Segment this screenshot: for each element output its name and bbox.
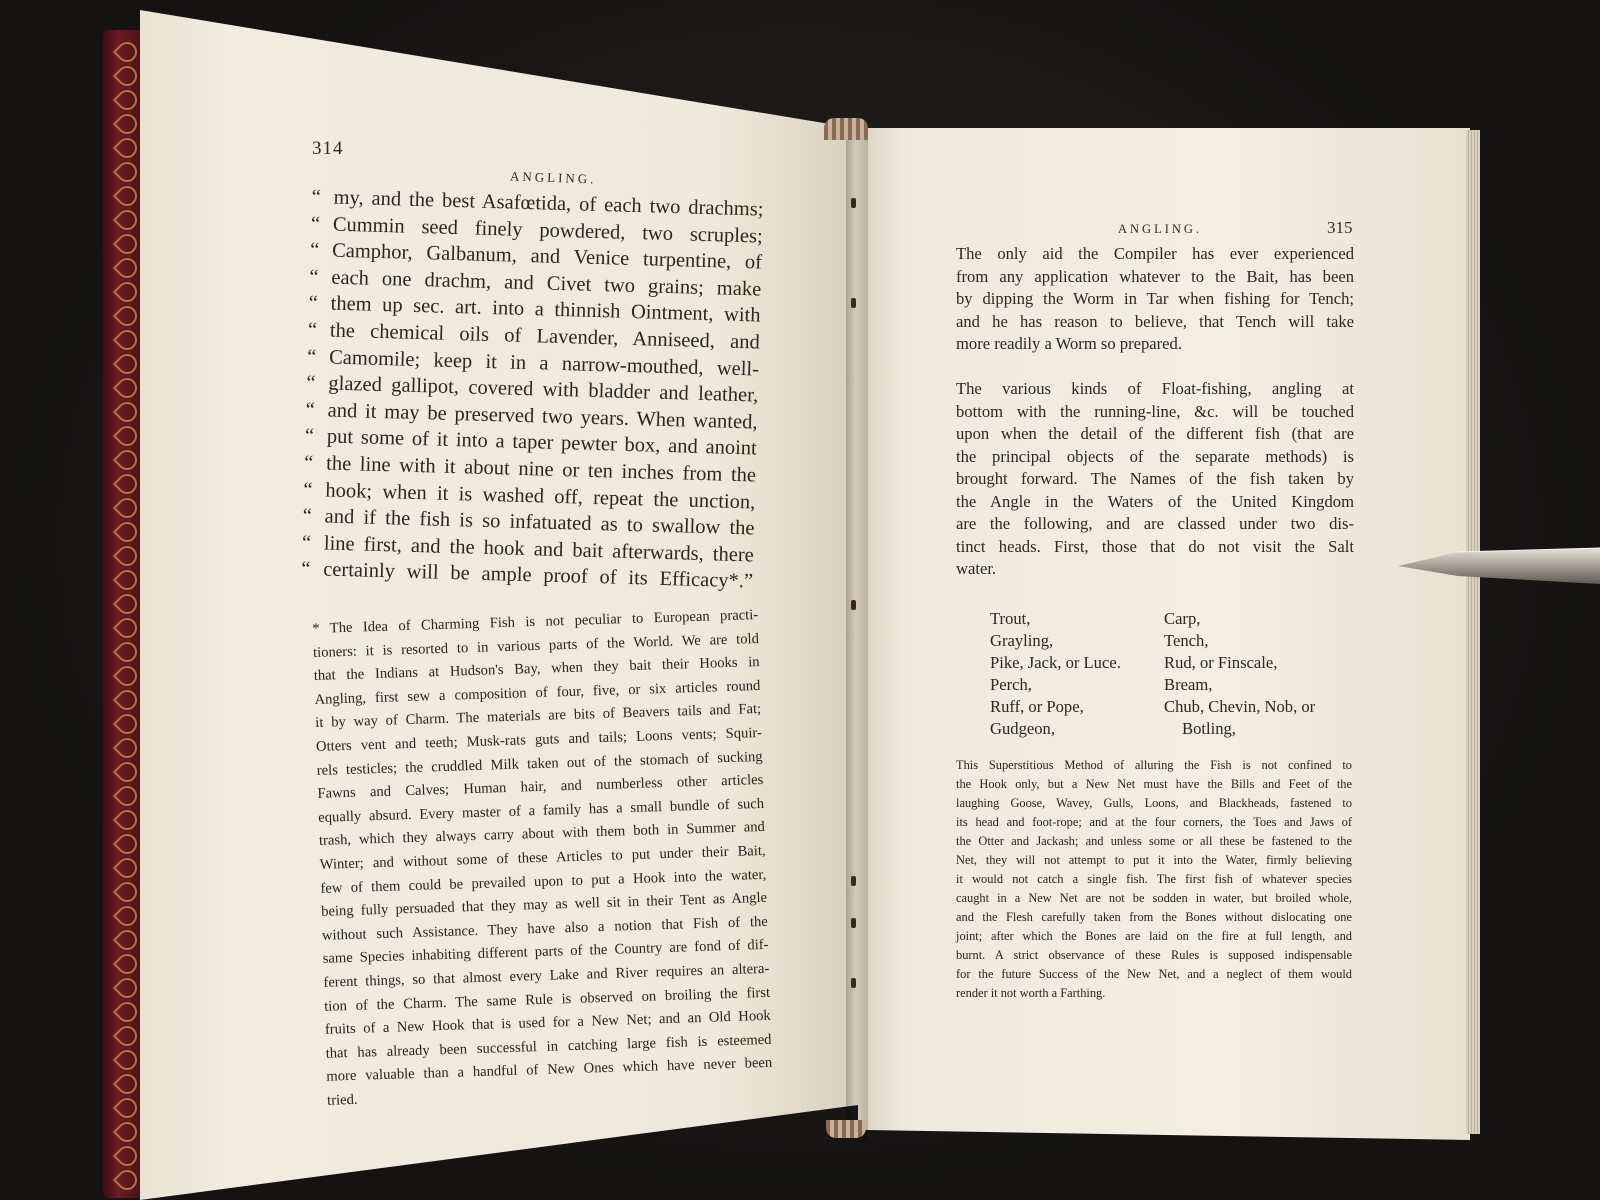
fish-name-right: Chub, Chevin, Nob, or bbox=[1164, 697, 1316, 717]
text-line: it by way of Charm. The materials are bits of Beavers tails and Fat; bbox=[315, 701, 762, 732]
gilt-ornament bbox=[113, 302, 141, 330]
quote-mark: “ bbox=[307, 318, 318, 342]
line-text: Camomile; keep it in a narrow-mouthed, well- bbox=[328, 346, 760, 381]
text-line: joint; after which the Bones are laid on the fire at full length, and bbox=[956, 929, 1352, 943]
gilt-ornament bbox=[113, 854, 141, 882]
running-head-right: ANGLING. bbox=[1118, 222, 1203, 236]
gilt-ornament bbox=[113, 662, 141, 690]
text-line: and the Flesh carefully taken from the Bones without dislocating one bbox=[956, 910, 1352, 924]
line-text: them up sec. art. into a thinnish Ointment, with bbox=[330, 292, 761, 327]
line-text: certainly will be ample proof of its Efficacy*.” bbox=[322, 558, 754, 593]
line-text: Cummin seed finely powdered, two scruples; bbox=[332, 213, 764, 248]
text-line: for the future Success of the New Net, and a neglect of them would bbox=[956, 967, 1352, 981]
page-edges bbox=[1466, 130, 1480, 1134]
gilt-ornament bbox=[113, 1046, 141, 1074]
line-text: Camphor, Galbanum, and Venice turpentine, of bbox=[331, 239, 763, 274]
quote-mark: “ bbox=[301, 531, 312, 554]
text-line: caught in a New Net are not be sodden in water, but broiled whole, bbox=[956, 891, 1352, 905]
line-text: glazed gallipot, covered with bladder and leather, bbox=[328, 372, 759, 407]
gilt-ornament bbox=[113, 398, 141, 426]
text-line: Fawns and Calves; Human hair, and numberless other articles bbox=[317, 772, 764, 803]
text-line: it would not catch a single fish. The first fish of whatever species bbox=[956, 872, 1352, 886]
gilt-ornament bbox=[113, 1094, 141, 1122]
paragraph-compiler-aid bbox=[956, 243, 1354, 356]
binding-stitch bbox=[851, 600, 856, 610]
line-text: hook; when it is washed off, repeat the unction, bbox=[325, 479, 756, 514]
text-line: its head and foot-rope; and at the four corners, the Toes and Jaws of bbox=[956, 815, 1352, 829]
text-line: that has already been successful in catching large fish is esteemed bbox=[325, 1031, 772, 1062]
text-line: without such Assistance. They have also a notion that Fish of the bbox=[321, 913, 769, 944]
text-line: water. bbox=[956, 559, 997, 578]
line-text: the chemical oils of Lavender, Anniseed, and bbox=[329, 319, 761, 354]
gilt-ornament bbox=[113, 782, 141, 810]
gilt-ornament bbox=[113, 134, 141, 162]
page-number-right: 315 bbox=[1327, 218, 1353, 237]
gilt-ornament bbox=[113, 38, 141, 66]
text-line: tinct heads. First, those that do not visit the Salt bbox=[956, 536, 1354, 556]
fish-name-left: Perch, bbox=[990, 675, 1032, 695]
quote-mark: “ bbox=[300, 558, 311, 581]
quote-mark: “ bbox=[304, 425, 315, 448]
knife-blade-pointer bbox=[1398, 546, 1600, 586]
text-line: tioners: it is resorted to in various parts of the World. We are told bbox=[312, 630, 760, 661]
text-line: render it not worth a Farthing. bbox=[956, 986, 1106, 1000]
gilt-ornament bbox=[113, 494, 141, 522]
fish-name-left: Grayling, bbox=[990, 631, 1054, 651]
text-line: the Hook only, but a New Net must have the Bills and Feet of the bbox=[956, 777, 1352, 791]
line-text: and if the fish is so infatuated as to swallow the bbox=[324, 505, 755, 540]
text-line: tried. bbox=[326, 1091, 358, 1109]
gilt-ornament bbox=[113, 446, 141, 474]
text-line: upon when the detail of the different fish (that are bbox=[956, 424, 1354, 443]
text-line: the Angle in the Waters of the United Kingdom bbox=[956, 491, 1354, 511]
text-line: more readily a Worm so prepared. bbox=[956, 334, 1182, 353]
fish-row bbox=[990, 696, 1360, 718]
text-line: * The Idea of Charming Fish is not peculiar to European practi- bbox=[312, 606, 759, 637]
fish-name-left: Trout, bbox=[990, 609, 1031, 628]
gilt-ornament bbox=[113, 1166, 141, 1194]
binding-stitch bbox=[851, 298, 856, 308]
quote-mark: “ bbox=[306, 372, 316, 395]
headband-top bbox=[824, 118, 868, 140]
text-line: bottom with the running-line, &c. will be touched bbox=[956, 401, 1354, 421]
text-line: ferent things, so that almost every Lake and River requires an altera- bbox=[323, 960, 770, 991]
text-line: Angling, first sew a composition of four, five, or six articles round bbox=[314, 677, 761, 708]
gilt-ornament bbox=[113, 518, 141, 546]
text-line: laughing Goose, Wavey, Gulls, Loons, and Blackheads, fastened to bbox=[956, 796, 1352, 810]
book-gutter bbox=[846, 130, 868, 1140]
text-line: This Superstitious Method of alluring the Fish is not confined to bbox=[956, 758, 1352, 772]
fish-row bbox=[990, 718, 1360, 740]
line-text: my, and the best Asafœtida, of each two drachms; bbox=[333, 186, 764, 221]
text-line: The only aid the Compiler has ever experienced bbox=[956, 244, 1354, 263]
gilt-ornament bbox=[113, 326, 141, 354]
quote-mark: “ bbox=[309, 265, 319, 288]
gilt-ornament bbox=[113, 350, 141, 378]
gilt-ornament bbox=[113, 590, 141, 618]
running-head-left: ANGLING. bbox=[509, 168, 597, 187]
line-text: put some of it into a taper pewter box, and anoint bbox=[326, 425, 758, 460]
text-line: burnt. A strict observance of these Rules is supposed indispensable bbox=[956, 948, 1352, 962]
gilt-ornament bbox=[113, 734, 141, 762]
fish-name-left: Ruff, or Pope, bbox=[990, 697, 1084, 717]
text-line: the principal objects of the separate methods) is bbox=[956, 446, 1354, 466]
text-line: and he has reason to believe, that Tench will take bbox=[956, 311, 1354, 331]
fish-name-right: Carp, bbox=[1164, 609, 1201, 628]
binding-stitch bbox=[851, 876, 856, 886]
gilt-ornament bbox=[113, 1142, 141, 1170]
line-text: and it may be preserved two years. When wanted, bbox=[327, 399, 758, 434]
headband-bottom bbox=[826, 1120, 866, 1138]
text-line: Otters vent and teeth; Musk-rats guts and tails; Loons vents; Squir- bbox=[315, 724, 763, 755]
fish-name-right: Botling, bbox=[1182, 719, 1236, 739]
footnote-right bbox=[956, 756, 1352, 1003]
quote-mark: “ bbox=[306, 345, 317, 368]
gilt-ornament bbox=[113, 710, 141, 738]
gilt-ornament bbox=[113, 158, 141, 186]
gilt-ornament bbox=[113, 950, 141, 978]
quote-mark: “ bbox=[311, 185, 322, 209]
text-line: Winter; and without some of these Articles to put under their Bait, bbox=[319, 842, 766, 873]
gilt-ornament bbox=[113, 86, 141, 114]
text-line: equally absurd. Every master of a family has a small bundle of such bbox=[318, 795, 765, 826]
text-line: brought forward. The Names of the fish taken by bbox=[956, 469, 1354, 488]
fish-row bbox=[990, 674, 1360, 696]
fish-row bbox=[990, 608, 1360, 630]
fish-name-left: Gudgeon, bbox=[990, 719, 1055, 739]
quote-mark: “ bbox=[305, 398, 316, 421]
paragraph-float-fishing bbox=[956, 378, 1354, 581]
text-line: being fully persuaded that they may as well sit in their Tent as Angle bbox=[320, 889, 768, 920]
text-line: that the Indians at Hudson's Bay, when they bait their Hooks in bbox=[313, 654, 760, 685]
fish-name-right: Tench, bbox=[1164, 631, 1209, 651]
text-line: fruits of a New Hook that is used for a New Net; and an Old Hook bbox=[324, 1007, 771, 1038]
text-line: few of them could be prevailed upon to put a Hook into the water, bbox=[320, 866, 767, 897]
gilt-ornament bbox=[113, 878, 141, 906]
fish-name-right: Bream, bbox=[1164, 675, 1213, 695]
text-line: more valuable than a handful of New Ones which have never been bbox=[326, 1055, 773, 1086]
page-number-left: 314 bbox=[312, 138, 344, 159]
leather-cover-edge bbox=[103, 30, 141, 1198]
gilt-ornament bbox=[113, 638, 141, 666]
quote-mark: “ bbox=[303, 478, 313, 501]
line-text: the line with it about nine or ten inches from the bbox=[325, 452, 757, 487]
gilt-ornament bbox=[113, 206, 141, 234]
line-text: line first, and the hook and bait afterwards, there bbox=[323, 532, 755, 567]
text-line: Net, they will not attempt to put it into the Water, firmly believing bbox=[956, 853, 1352, 867]
quote-mark: “ bbox=[302, 504, 313, 528]
quote-mark: “ bbox=[308, 292, 319, 315]
binding-stitch bbox=[851, 198, 856, 208]
gilt-ornament bbox=[113, 62, 141, 90]
text-line: by dipping the Worm in Tar when fishing for Tench; bbox=[956, 289, 1354, 308]
text-line: trash, which they always carry about with them both in Summer and bbox=[318, 819, 766, 850]
gilt-ornament bbox=[113, 1022, 141, 1050]
text-line: the Otter and Jackash; and unless some or all these be fastened to the bbox=[956, 834, 1352, 848]
text-line: tion of the Charm. The same Rule is observed on broiling the first bbox=[323, 984, 771, 1015]
text-line: are the following, and are classed under two dis- bbox=[956, 514, 1354, 533]
gilt-ornament bbox=[113, 614, 141, 642]
binding-stitch bbox=[851, 978, 856, 988]
gilt-ornament bbox=[113, 566, 141, 594]
gilt-ornament bbox=[113, 230, 141, 258]
fish-name-left: Pike, Jack, or Luce. bbox=[990, 653, 1121, 673]
gilt-ornament bbox=[113, 902, 141, 930]
quote-mark: “ bbox=[303, 451, 314, 475]
gilt-ornament bbox=[113, 1070, 141, 1098]
gilt-ornament bbox=[113, 182, 141, 210]
text-line: The various kinds of Float-fishing, angling at bbox=[956, 379, 1354, 398]
fish-name-right: Rud, or Finscale, bbox=[1164, 653, 1278, 673]
gilt-ornament bbox=[113, 998, 141, 1026]
footnote-left bbox=[312, 604, 773, 1113]
gilt-ornament bbox=[113, 374, 141, 402]
fish-row bbox=[990, 652, 1360, 674]
gilt-ornament bbox=[113, 278, 141, 306]
gilt-ornament bbox=[113, 542, 141, 570]
gilt-ornament bbox=[113, 830, 141, 858]
text-line: from any application whatever to the Bait, has been bbox=[956, 266, 1354, 286]
fish-row bbox=[990, 630, 1360, 652]
binding-stitch bbox=[851, 918, 856, 928]
quoted-recipe-text bbox=[301, 184, 764, 595]
gilt-ornament bbox=[113, 806, 141, 834]
text-line: same Species inhabiting different parts of the Country are fond of dif- bbox=[322, 937, 769, 968]
gilt-ornament bbox=[113, 974, 141, 1002]
gilt-ornament bbox=[113, 254, 141, 282]
gilt-ornament bbox=[113, 422, 141, 450]
line-text: each one drachm, and Civet two grains; make bbox=[331, 266, 762, 301]
gilt-ornament bbox=[113, 926, 141, 954]
text-line: rels testicles; the cruddled Milk taken out of the stomach of sucking bbox=[316, 748, 763, 779]
gilt-ornament bbox=[113, 1118, 141, 1146]
quote-mark: “ bbox=[309, 239, 320, 262]
quote-mark: “ bbox=[310, 212, 321, 235]
gilt-ornament bbox=[113, 758, 141, 786]
gilt-ornament bbox=[113, 686, 141, 714]
gilt-ornament bbox=[113, 470, 141, 498]
gilt-ornament bbox=[113, 110, 141, 138]
fish-names-list bbox=[990, 608, 1360, 741]
